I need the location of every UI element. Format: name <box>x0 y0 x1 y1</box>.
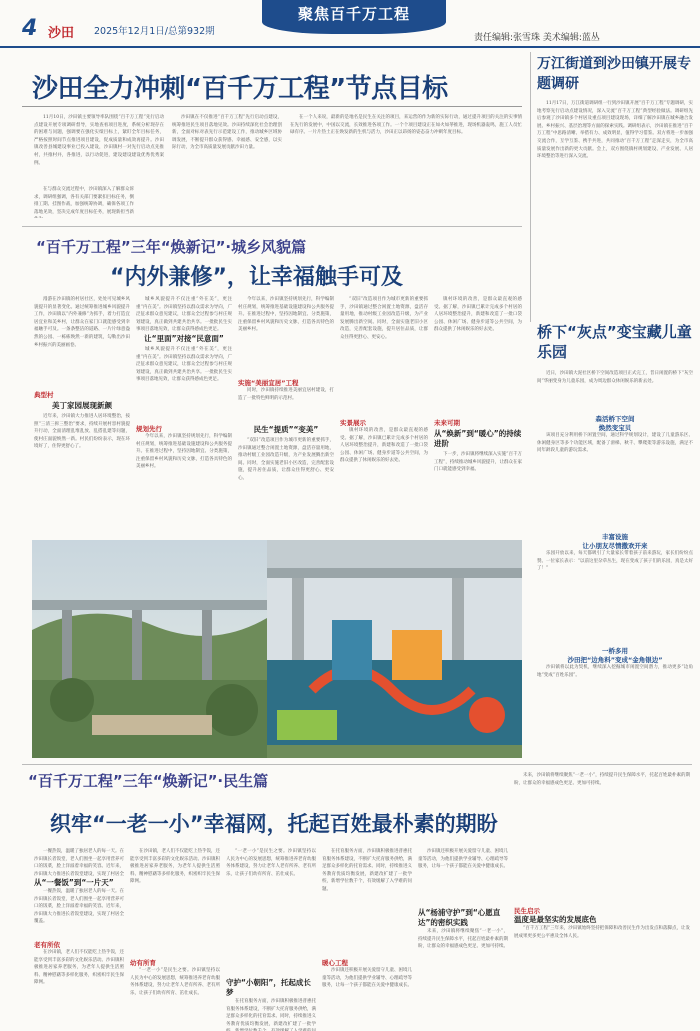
section2-subhead: 民生“提质”“变美” <box>253 425 319 434</box>
article1-text-block: 在一个人来说，最新的是地名是民生在关注的项目，来运营的作为新的实际行动，通过提升项目的关注的实事情在先行的发展中，中国以交流，长效推进各项工作。一个个项目建设正在如火如荼推进，现场机器轰鸣，施工人员忙碌有序。一片片热土正在焕发新的生机与活力，沙田正以昂扬的姿态奋力冲刺年度目标。 <box>290 115 522 136</box>
article1-column: 沙田镇在不仅推进“百千万工程”先行启动点建设，统筹推进民生项目落地见效。沙田持续深化社会治理创新，全面对标对表先行示范建设工作，推动城乡区域协调发展，不断提升群众获得感、幸福感、安全感，以实际行动，为全市高质量发展贡献沙田力量。 <box>172 115 282 151</box>
section3-column: 在沙田镇，老人们不仅能吃上热乎饭，还能享受到丰富多彩的文化娱乐活动。沙田镇积极推进居家养老服务，为老年人提供生活照料、精神慰藉等多样化服务，织密织牢民生保障网。 幼有所育 “一老一小”是民生之要。沙田镇坚持以人民为中心的发展思想，统筹推进养老育幼服务体系建设，努力让老年人老有所养、老有所乐，让孩子们幼有所育、茁壮成长。 <box>130 849 220 996</box>
section-rule <box>22 226 522 227</box>
sidebar2-tag: 让小朋友尽情撒欢开来 <box>582 542 648 550</box>
section2-column: 镇村环境的改善，是群众最直观的感受。据了解，沙田镇已累计完成多个村居的人居环境整治提升，新建和改造了一批口袋公园、休闲广场、健身步道等公共空间，为群众提供了休闲娱乐的好去处。 未来可期 从“焕新”到“暖心”的持续进阶 下一步，沙田镇将继续深入实施“百千万工程”，持续推动城乡风貌提升，让群众在家门口就能感受到幸福。 <box>434 297 522 473</box>
sidebar2-body: 近日，沙田镇大泥社区桥下空间改造项目正式完工，昔日闲置的桥下“灰空间”华丽变身为儿童乐园，成为周边群众休闲娱乐的新去处。 森活桥下空间 焕然变宝贝 该项目充分利用桥下闲置空间，通过科学规划设计，建设了儿童游乐区、休闲健身区等多个功能区域，配备了滑梯、秋千、攀爬架等游乐设施，满足不同年龄段儿童的游玩需求。 丰富设施 让小朋友尽情撒欢开来 乐园开放以来，每天都吸引了大量家长带着孩子前来游玩，家长们纷纷点赞。一位家长表示：“以前这里杂草丛生，现在变成了孩子们的乐园，真是太好了！” 一桥多用 沙田把“边角料”变成“金角银边” 沙田镇将以此为契机，继续深入挖掘城市闲置空间潜力，推动更多“边角地”变成“百姓乐园”。 <box>537 371 693 678</box>
section3-column: 在托育服务方面，沙田镇积极推进普惠托育服务体系建设，不断扩大托育服务供给，满足群众多样化的托育需求。同时，持续推进义务教育优质均衡发展，新建改扩建了一批学校，新增学位数千个，有效缓解了入学难的问题。 暖心工程 沙田镇还积极开展关爱留守儿童、困境儿童等活动，为他们提供学业辅导、心理疏导等服务，让每一个孩子都能在关爱中健康成长。 <box>322 849 412 989</box>
sidebar2-title: 桥下“灰点”变宝藏儿童乐园 <box>537 323 692 361</box>
section2-tag: 典型村 <box>34 391 54 399</box>
sidebar1-title: 万江街道到沙田镇开展专题调研 <box>537 56 691 92</box>
section3-subhead: 守护“小朝阳”，托起成长梦 <box>226 978 311 997</box>
section3-tag: 幼有所育 <box>130 959 156 967</box>
section3-label: “百千万工程”三年“焕新记”·民生篇 <box>28 772 269 790</box>
sidebar2-tag: 丰富设施 <box>602 533 628 541</box>
section3-column: 未来，沙田镇将继续聚焦“一老一小”，持续提升民生保障水平，托起百姓最朴素的期盼，让群众的幸福感成色更足、更加可持续。 民生启示 温度是最坚实的发展底色 “百千万工程”三年来，沙田镇始终坚持把保障和改善民生作为出发点和落脚点，让发展成果更多更公平惠及全体人民。 <box>514 773 690 939</box>
section2-label: “百千万工程”三年“焕新记”·城乡风貌篇 <box>36 238 307 256</box>
section3-tag: 民生启示 <box>514 907 540 915</box>
article1-column: 11月10日，沙田镇主要领导率队围绕“百千万工程”先行启动点建设开展专项调研督导，实地查看项目进度，系统分析现存在的困难与问题，强调要在强化实绩目标上，紧盯全年目标任务，严格按照时间节点推进项目建设，促成质量和成效再提升。沙田镇改善县城建设事业已投入建设，沙田镇村一对先行启动点先推村，共推村并，各推进，以行动促进，建设建设建设优秀优秀案例。 <box>34 115 164 166</box>
sidebar2-tag: 森活桥下空间 <box>595 415 635 423</box>
section-rule <box>22 764 692 765</box>
article1-headline: 沙田全力冲刺“百千万工程”节点目标 <box>32 74 448 104</box>
editors-line: 责任编辑:张雪珠 美术编辑:蓝丛 <box>474 33 600 43</box>
section2-tag: 未来可期 <box>434 419 460 427</box>
section-banner: 聚焦百千万工程 <box>262 0 446 34</box>
sidebar2-tag: 焕然变宝贝 <box>598 424 632 432</box>
section3-subhead: 从“杨浦守护”到“心愿直达”的密织实践 <box>418 908 501 927</box>
issue-date: 2025年12月1日/总第932期 <box>94 26 215 37</box>
masthead-rule <box>0 46 700 48</box>
section3-subhead: 温度是最坚实的发展底色 <box>514 915 597 924</box>
section2-subhead: 从“焕新”到“暖心”的持续进阶 <box>434 429 522 448</box>
section2-tag: 实景展示 <box>340 419 366 427</box>
section2-subhead: 让“里面”对接“民意面” <box>144 334 224 343</box>
section3-headline: 织牢“一老一小”幸福网，托起百姓最朴素的期盼 <box>50 812 498 836</box>
section2-column: 今年以来，沙田镇坚持规划先行，科学编制村庄规划，统筹推进基础设施建设和公共服务提升。在推进过程中，坚持因地制宜、分类施策，注重保留乡村风貌和历史文脉，打造各具特色的美丽乡村。 实施“美丽宜居”工程 同时，沙田镇持续推进美丽宜居村建设，打造了一批特色鲜明的示范村。 民生“提质”“变美” “双旧”改造项目作为城市更新的重要抓手，沙田镇通过整合闲置土地资源，盘活存量用地，推动村级工业园改造升级，为产业发展腾出新空间。同时，全面实施老旧小区改造，完善配套设施，提升居住品质，让群众住得更舒心、更安心。 <box>238 297 334 481</box>
playground-photo <box>32 540 522 758</box>
headline-rule <box>22 106 522 107</box>
section3-subhead: 从“一餐饭”到“一片天” <box>34 878 114 887</box>
section2-headline: “内外兼修”，让幸福触手可及 <box>110 265 403 290</box>
sidebar2-tag: 沙田把“边角料”变成“金角银边” <box>567 656 663 664</box>
section3-tag: 暖心工程 <box>322 959 348 967</box>
section3-column: “一老一小”是民生之要。沙田镇坚持以人民为中心的发展思想，统筹推进养老育幼服务体系建设，努力让老年人老有所养、老有所乐，让孩子们幼有所育、茁壮成长。 守护“小朝阳”，托起成长梦 在托育服务方面，沙田镇积极推进普惠托育服务体系建设，不断扩大托育服务供给，满足群众多样化的托育需求。同时，持续推进义务教育优质均衡发展，新建改扩建了一批学 <box>226 849 316 1027</box>
section3-column: 沙田镇还积极开展关爱留守儿童、困境儿童等活动，为他们提供学业辅导、心理疏导等服务，让每一个孩子都能在关爱中健康成长。 从“杨浦守护”到“心愿直达”的密织实践 未来，沙田镇将继续聚焦“一老一小”，持续提升民生保障水平，托起百姓最朴素的期盼，让群众的幸福感成色更足、更加可持续。 <box>418 849 508 950</box>
section2-tag: 规划先行 <box>136 425 162 433</box>
section3-column: 一餐热饭，温暖了独居老人的每一天。在沙田镇长者饭堂，老人们围坐一起享用营养可口的饭菜，脸上洋溢着幸福的笑容。近年来，沙田镇大力推进长者饭堂建设，实现了村居全 从“一餐饭”到“一片天” 一餐热饭，温暖了独居老人的每一天。在沙田镇长者饭堂，老人们围坐一起享用营养可口的饭菜，脸上洋溢着幸福的笑容。近年来，沙田镇大力推进长者饭堂建设，实现了村居全覆盖。 老有所依 在沙田镇，老人们不仅能吃上热乎饭，还能享受到丰富多彩的文化娱乐活动。沙田镇积极推进居家养老服务，为老年人提供生活照料、精神慰藉等多样化服务，织密织牢民生保障网。 <box>34 849 124 986</box>
section2-tag: 实施“美丽宜居”工程 <box>238 379 299 387</box>
article1-column: 在与群众交流过程中，沙田镇深入了解群众诉求，调研组强调，各有关部门要紧扣目标任务，倒排工期、挂图作战，加强统筹协调，确保各项工作落地见效，坚决完成年度目标任务，展现新担当新 <box>34 187 134 215</box>
section2-subhead: 美丁家园展现新颜 <box>52 401 112 410</box>
sidebar2-tag: 一桥多用 <box>602 647 628 655</box>
sidebar-divider <box>530 52 531 322</box>
page-number: 4 <box>22 16 38 41</box>
section2-column: 城乡风貌提升不仅注重“外在美”，更注重“内在美”。沙田镇坚持以群众需求为导向，广泛征求群众意见建议，让群众全过程参与村庄规划建设，真正做到共建共治共享。一批批民生实事项目落地见效，让群众获得感成色更足。 让“里面”对接“民意面” 城乡风貌提升不仅注重“外在美”，更注重“内在美”。沙田镇坚持以群众需求为导向，广泛征求群众意见建议，让群众全过程参与村庄规划建设，真正做到共建共治共享。一批批民生实事项目落地见效，让群众获得感成色更足。 规划先行 今年以来，沙田镇坚持规划先行，科学编制村庄规划，统筹推进基础设施建设和公共服务提升。在推进过程中，坚持因地制宜、分类施策，注重保留乡村风貌和历史文脉，打造各具特色的美丽乡村。 <box>136 297 232 470</box>
section2-column: “双旧”改造项目作为城市更新的重要抓手，沙田镇通过整合闲置土地资源，盘活存量用地，推动村级工业园改造升级，为产业发展腾出新空间。同时，全面实施老旧小区改造，完善配套设施，提升居住品质，让群众住得更舒心、更安心。 实景展示 镇村环境的改善，是群众最直观的感受。据了解，沙田镇已累计完成多个村居的人居环境整治提升，新建和改造了一批口袋公园、休闲广场、健身步道等公共空间，为群众提供了休闲娱乐的好去处。 <box>340 297 428 464</box>
sidebar1-body: 11月17日，万江街道调研组一行到沙田镇开展“百千万工程”专题调研，实地考察先行启动点建设情况，深入交流“百千万工程”典型经验做法。调研组先后参观了沙田镇多个村居及重点项目建设现场，详细了解沙田镇在城乡融合发展、乡村振兴、基层治理等方面的探索实践。调研组表示，沙田镇在推进“百千万工程”中思路清晰、举措有力、成效明显，值得学习借鉴。双方将进一步加强交流合作，互学互鉴、携手共进，共同推动“百千万工程”走深走实，为全市高质量发展作出新的更大贡献。会上，双方围绕镇村规划建设、产业发展、人居环境整治等进行深入交流。 <box>537 101 693 160</box>
newspaper-logo: 沙田 <box>48 26 75 41</box>
section2-column: 漫游在沙田镇的村居社区，处处可见城乡风貌提升的显著变化。通过统筹推进城乡风貌提升工作，沙田镇以“内外兼修”为抓手，着力打造宜居宜业和美乡村，让群众在家门口就能感受到幸福触手可及。一条条整洁的道路、一片片绿意盎然的公园、一栋栋焕然一新的建筑，勾勒出沙田乡村振兴的美丽画卷。 典型村 美丁家园展现新颜 近年来，沙田镇大力推进人居环境整治，按照“三清三拆三整治”要求，持续开展村容村貌提升行动，全面清理乱堆乱放、乱搭乱建等问题，使村庄面貌焕然一新。村民们纷纷表示，现在环境好了，住得更舒心了。 <box>34 297 130 450</box>
section3-tag: 老有所依 <box>34 941 60 949</box>
